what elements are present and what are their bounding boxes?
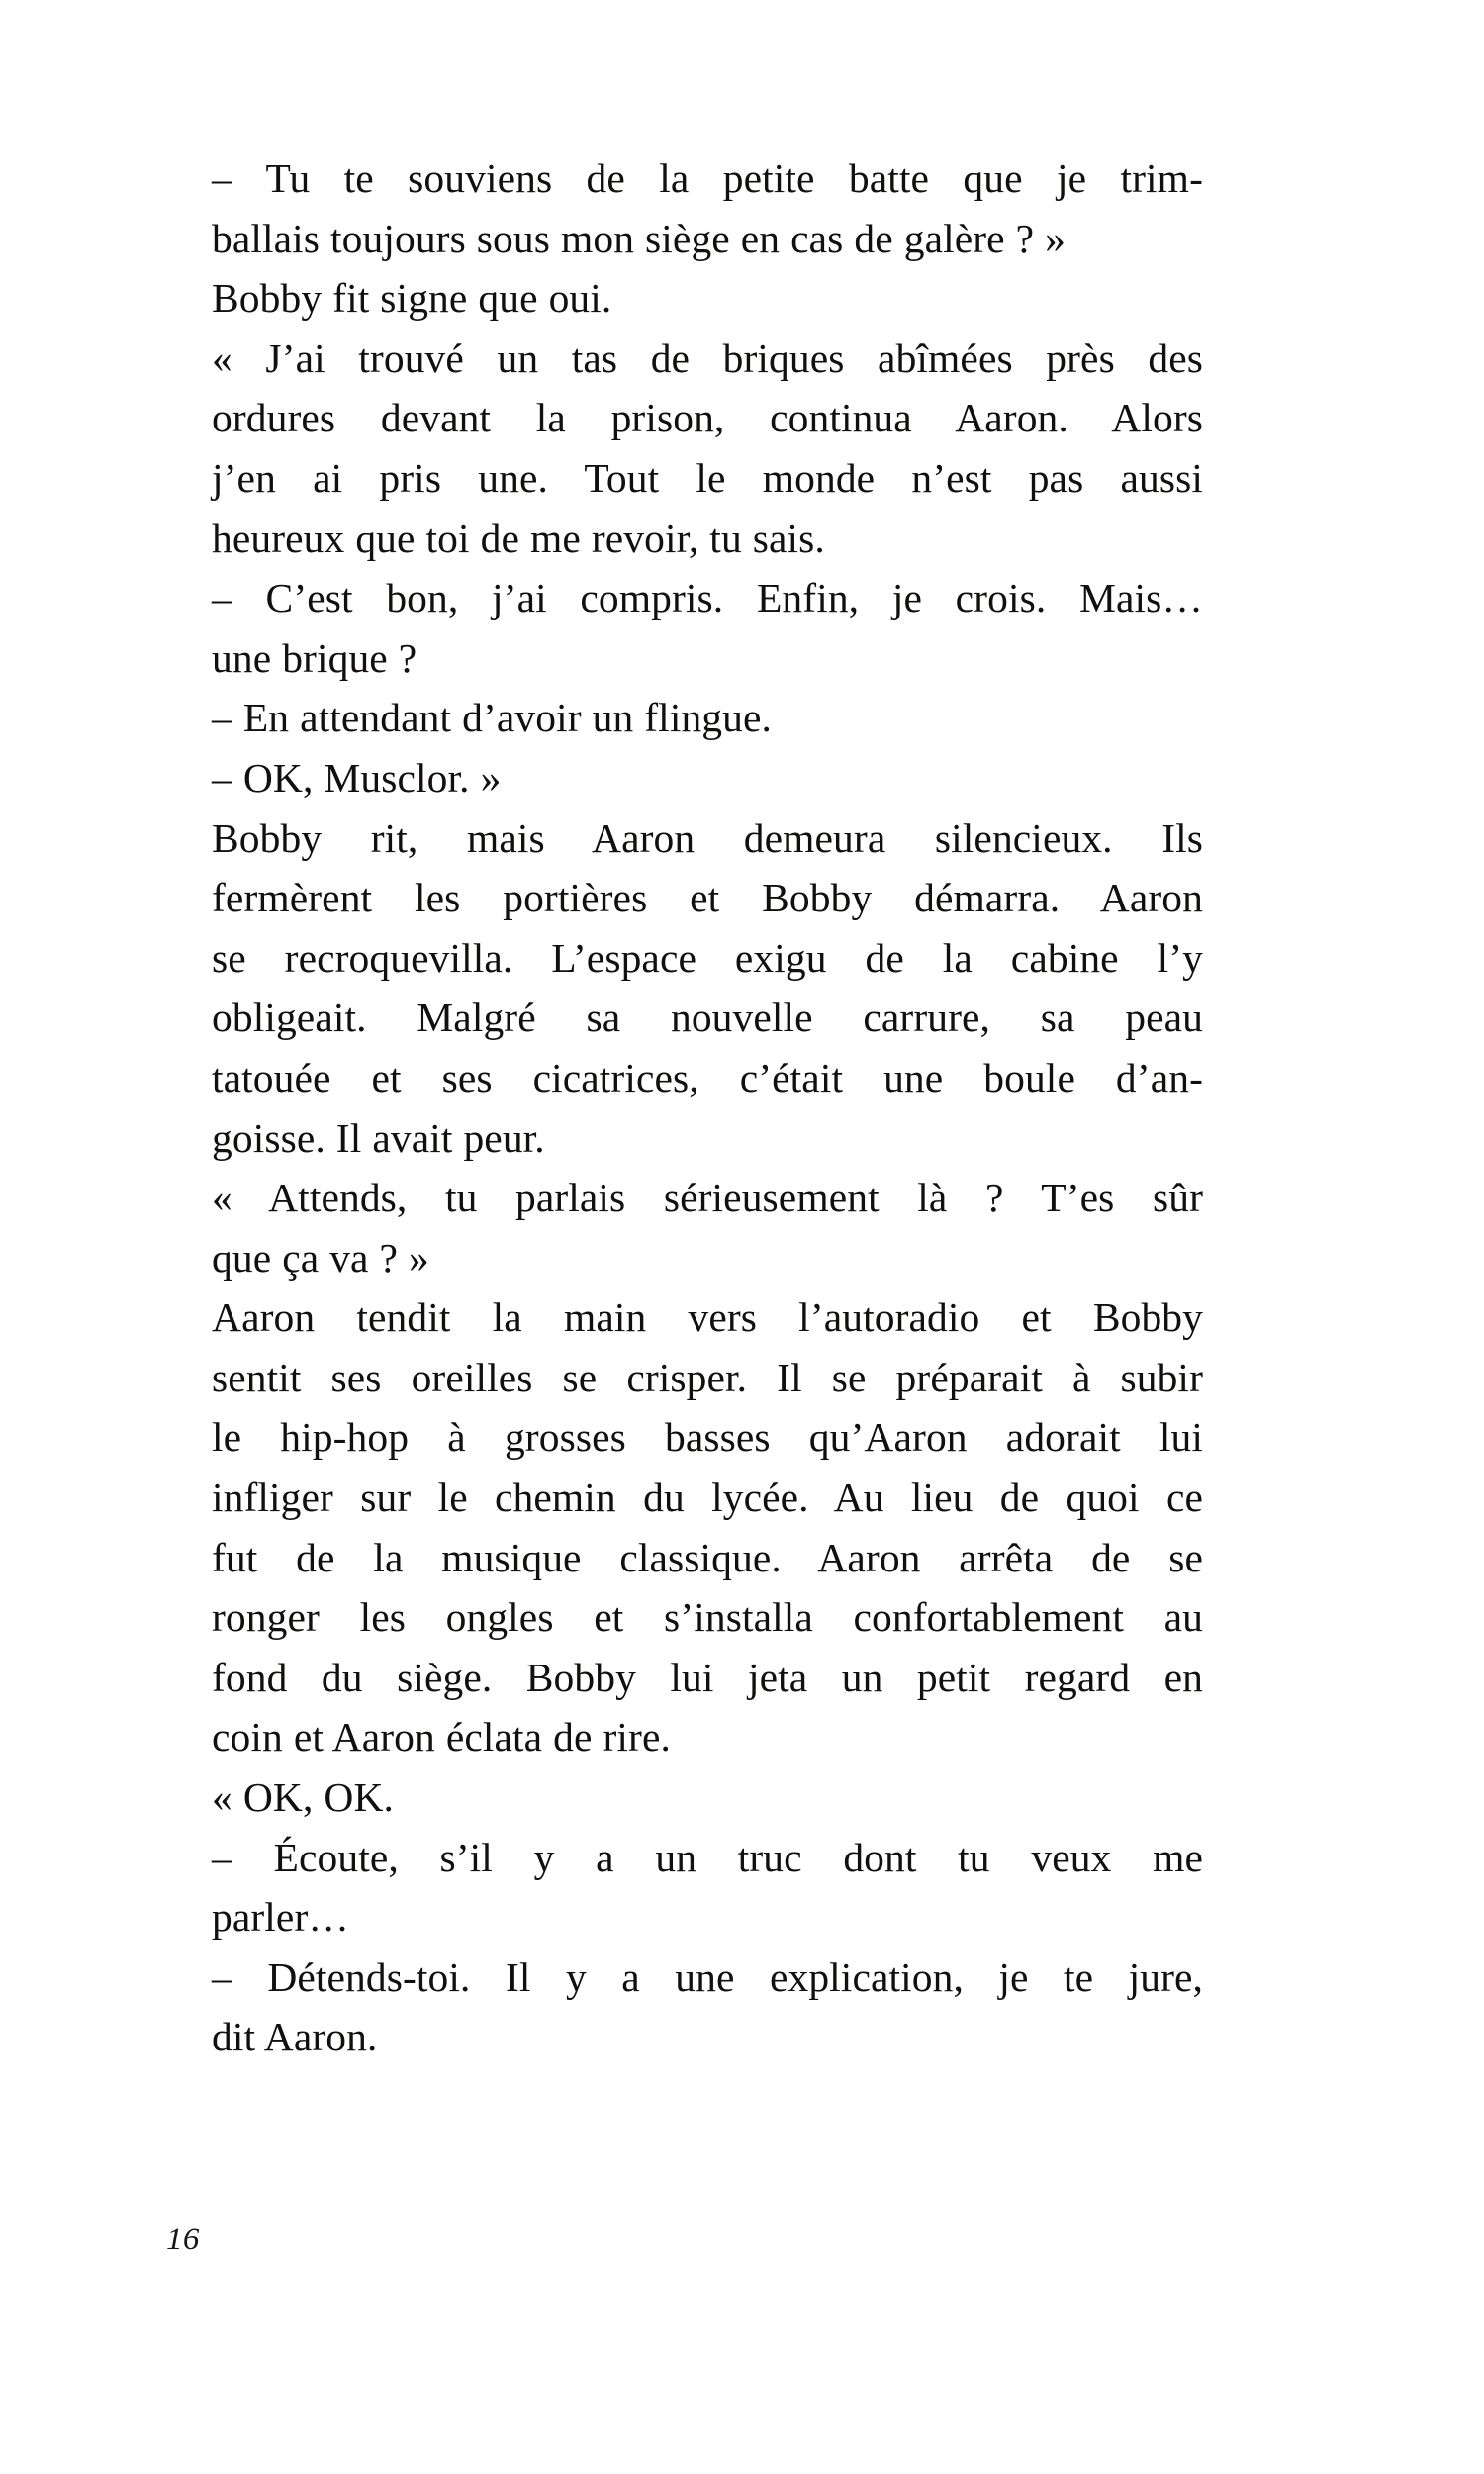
text-line: – Tu te souviens de la petite batte que je trim- bbox=[212, 155, 1203, 201]
paragraph bbox=[166, 568, 1203, 688]
text-line: infliger sur le chemin du lycée. Au lieu de quoi ce bbox=[212, 1475, 1203, 1521]
paragraph bbox=[166, 1767, 1203, 1828]
paragraph bbox=[166, 688, 1203, 748]
page-number: 16 bbox=[166, 2222, 200, 2257]
paragraph bbox=[166, 1828, 1203, 1948]
text-line: dit Aaron. bbox=[212, 2014, 378, 2060]
text-line: heureux que toi de me revoir, tu sais. bbox=[212, 515, 825, 561]
text-line: une brique ? bbox=[212, 634, 417, 681]
paragraph bbox=[166, 329, 1203, 568]
text-line: se recroquevilla. L’espace exigu de la cabine l’y bbox=[212, 934, 1203, 981]
paragraph bbox=[166, 1948, 1203, 2067]
text-line: – OK, Musclor. » bbox=[212, 754, 502, 801]
text-line: « Attends, tu parlais sérieusement là ? T’es sûr bbox=[212, 1175, 1203, 1221]
text-line: coin et Aaron éclata de rire. bbox=[212, 1714, 671, 1760]
text-line: « OK, OK. bbox=[212, 1774, 395, 1821]
text-line: Aaron tendit la main vers l’autoradio et Bobby bbox=[212, 1294, 1203, 1341]
text-line: obligeait. Malgré sa nouvelle carrure, sa peau bbox=[212, 995, 1203, 1041]
paragraph bbox=[166, 268, 1203, 329]
page-text-body bbox=[166, 148, 1203, 2067]
text-line: fond du siège. Bobby lui jeta un petit regard en bbox=[212, 1654, 1203, 1700]
text-line: ronger les ongles et s’installa confortablement au bbox=[212, 1594, 1203, 1641]
text-line: ordures devant la prison, continua Aaron. Alors bbox=[212, 395, 1203, 441]
text-line: Bobby fit signe que oui. bbox=[212, 275, 612, 322]
text-line: – Écoute, s’il y a un truc dont tu veux me bbox=[212, 1834, 1203, 1880]
paragraph bbox=[166, 148, 1203, 268]
text-line: sentit ses oreilles se crisper. Il se préparait à subir bbox=[212, 1354, 1203, 1400]
paragraph bbox=[166, 809, 1203, 1169]
paragraph bbox=[166, 1287, 1203, 1767]
text-line: Bobby rit, mais Aaron demeura silencieux. Ils bbox=[212, 814, 1203, 861]
text-line: fermèrent les portières et Bobby démarra. Aaron bbox=[212, 875, 1203, 921]
text-line: tatouée et ses cicatrices, c’était une boule d’an- bbox=[212, 1054, 1203, 1100]
text-line: que ça va ? » bbox=[212, 1234, 429, 1281]
text-line: parler… bbox=[212, 1894, 349, 1941]
text-line: – Détends-toi. Il y a une explication, je te jure, bbox=[212, 1953, 1203, 2000]
text-line: « J’ai trouvé un tas de briques abîmées près des bbox=[212, 334, 1203, 381]
text-line: – C’est bon, j’ai compris. Enfin, je crois. Mais… bbox=[212, 575, 1203, 621]
text-line: j’en ai pris une. Tout le monde n’est pas aussi bbox=[212, 454, 1203, 501]
text-line: goisse. Il avait peur. bbox=[212, 1114, 545, 1161]
text-line: fut de la musique classique. Aaron arrêta de se bbox=[212, 1534, 1203, 1580]
paragraph bbox=[166, 748, 1203, 809]
text-line: – En attendant d’avoir un flingue. bbox=[212, 695, 772, 741]
paragraph bbox=[166, 1168, 1203, 1287]
text-line: le hip-hop à grosses basses qu’Aaron adorait lui bbox=[212, 1414, 1203, 1461]
text-line: ballais toujours sous mon siège en cas de galère ? » bbox=[212, 215, 1067, 261]
